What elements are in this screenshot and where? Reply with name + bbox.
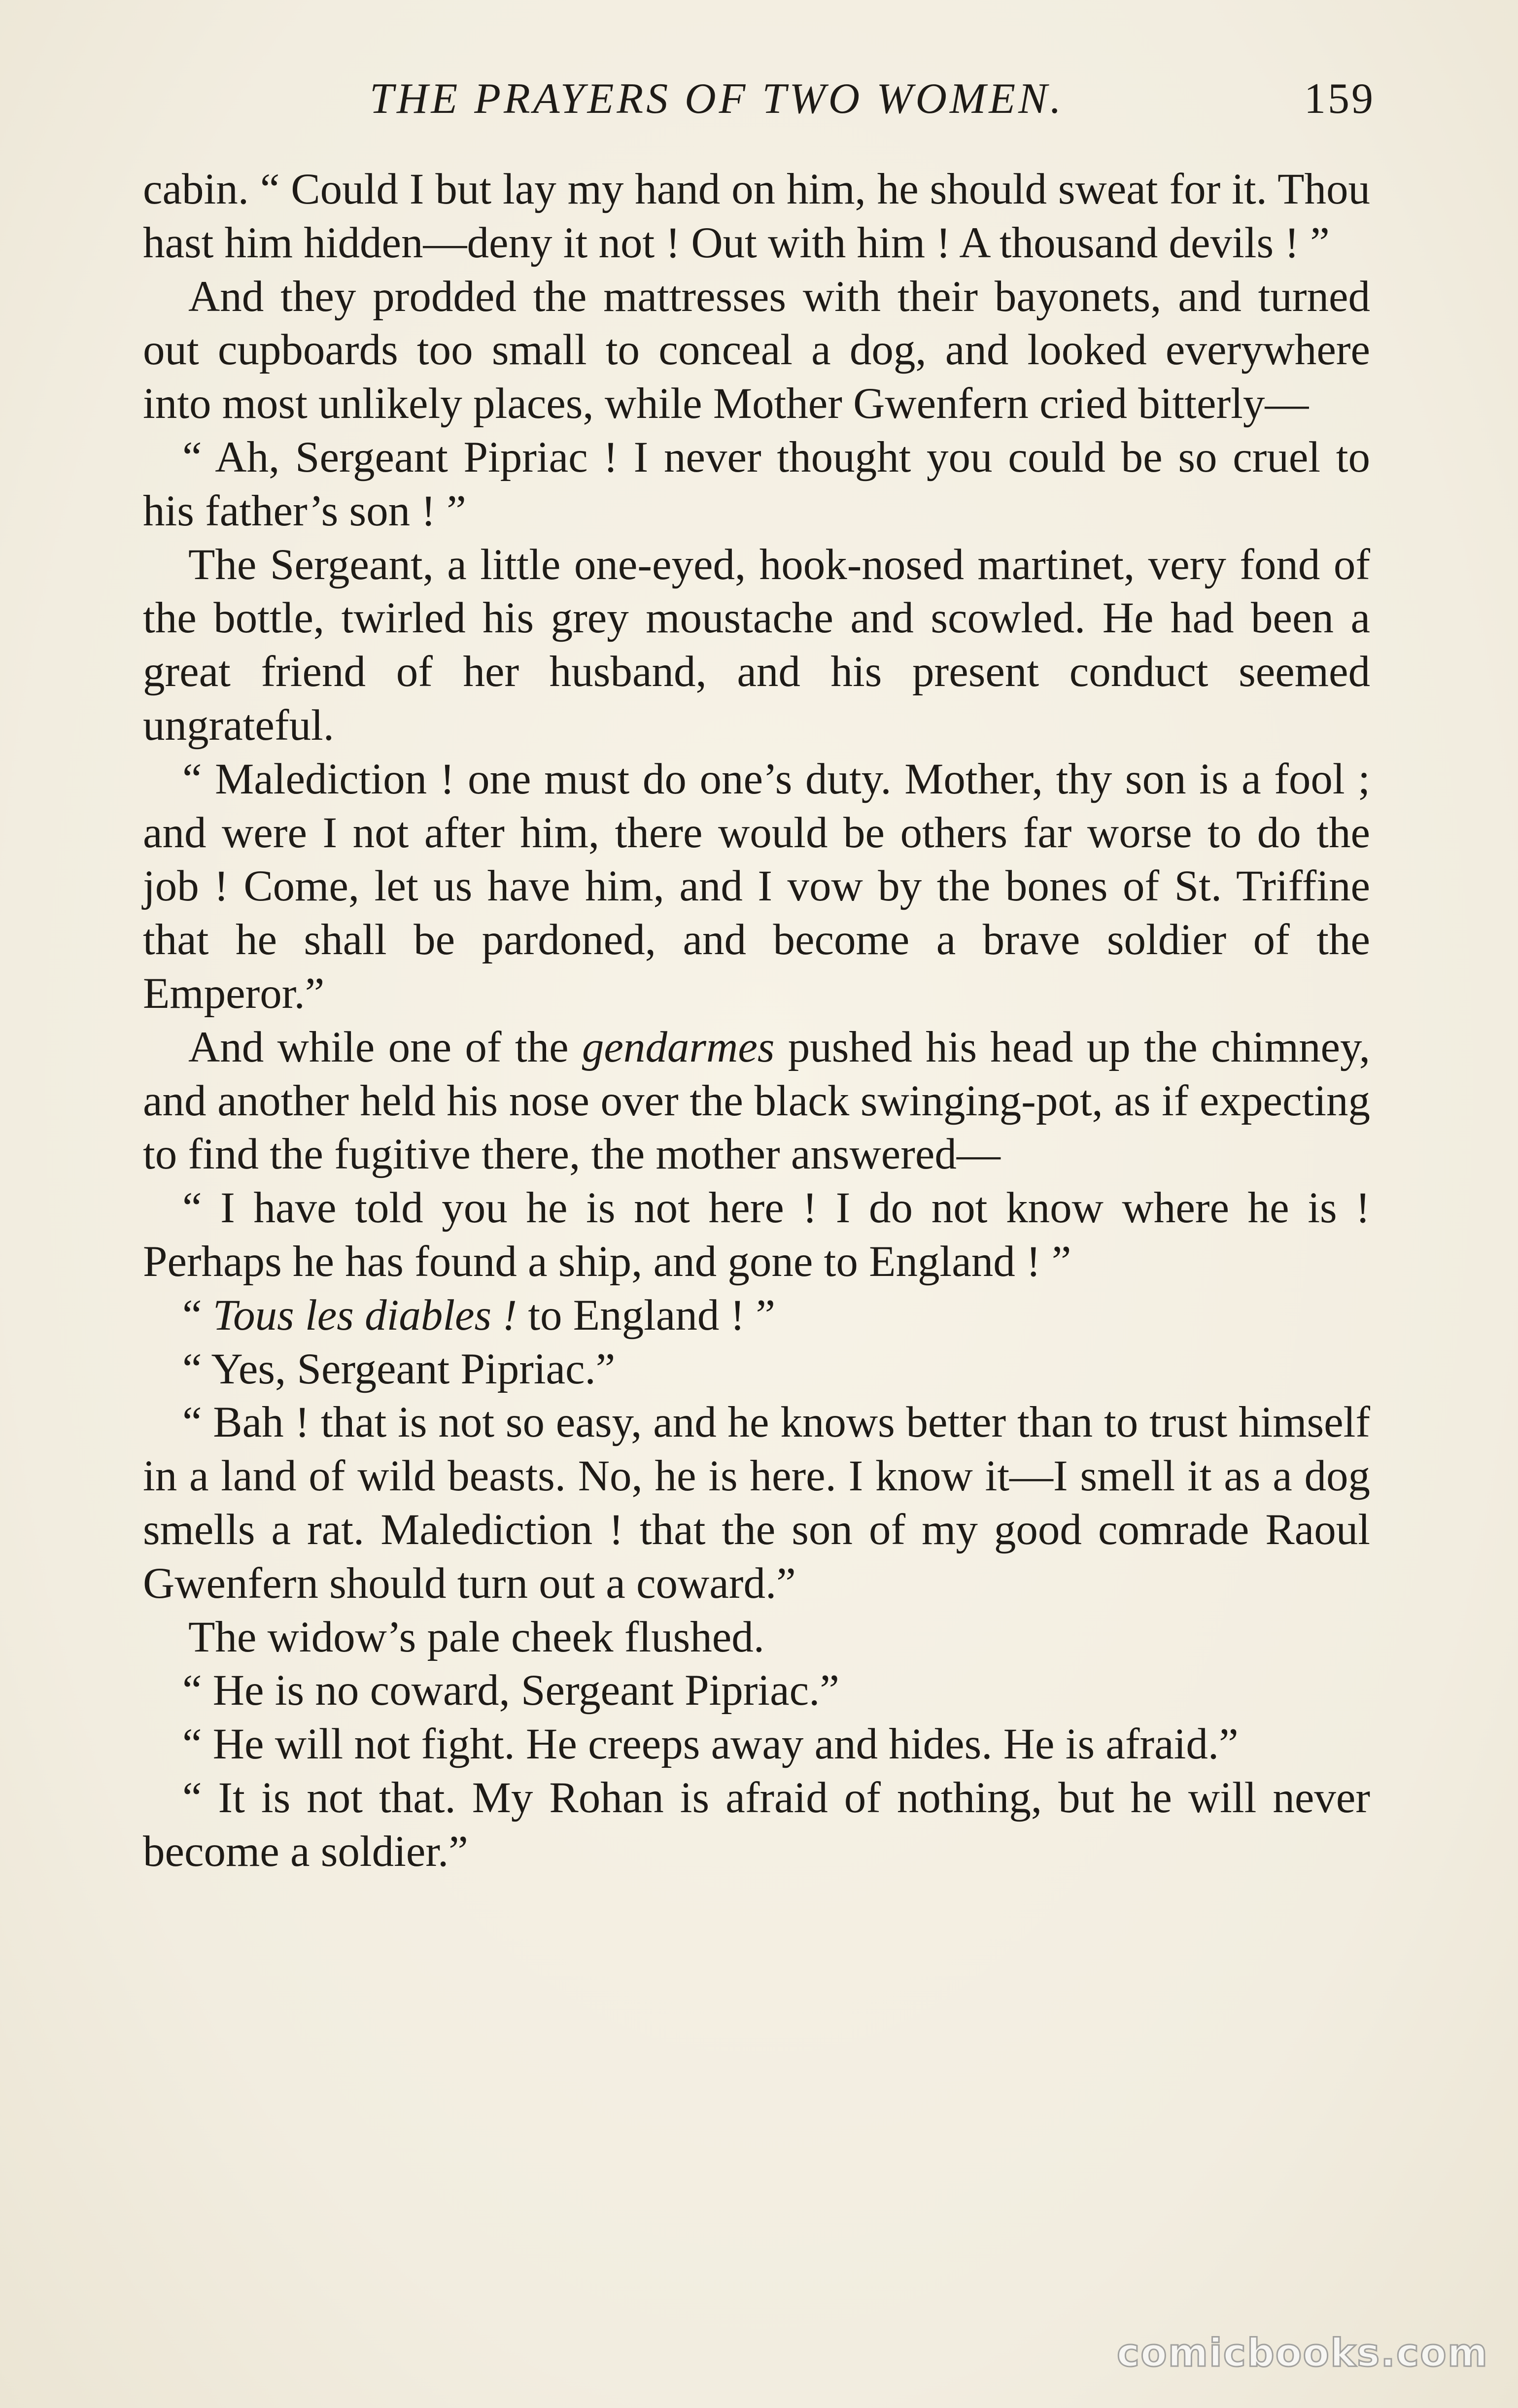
page-number: 159 — [1304, 75, 1375, 123]
paragraph-mother-plea: “ Ah, Sergeant Pipriac ! I never thought you could be so cruel to his father’s son ! ” — [143, 433, 1370, 535]
paragraph-no-coward: “ He is no coward, Sergeant Pipriac.” — [182, 1666, 839, 1715]
paragraph-tous-les-diables — [143, 1289, 1370, 1342]
paragraph-search: And they prodded the mattresses with their bayonets, and turned out cupboards too small to conceal a dog, and looked everywhere into most unlikely places, while Mother Gwenfern cried bitterly— — [143, 272, 1370, 428]
paragraph-never-soldier: “ It is not that. My Rohan is afraid of nothing, but he will never become a soldier.” — [143, 1773, 1370, 1876]
gendarmes-italic: gendarmes — [582, 1023, 775, 1071]
paragraph-england: “ I have told you he is not here ! I do not know where he is ! Perhaps he has found a ship, and gone to England ! ” — [143, 1184, 1370, 1286]
running-head — [143, 74, 1375, 133]
body-text — [143, 163, 1370, 1879]
diables-text-before: “ — [182, 1291, 213, 1340]
paragraph-widow-flushed: The widow’s pale cheek flushed. — [188, 1613, 764, 1661]
paragraph-bah: “ Bah ! that is not so easy, and he knows better than to trust himself in a land of wild beasts. No, he is here. I know it—I smell it as a dog smells a rat. Malediction ! that the son of my good comrade Raoul Gwenfern should turn out a coward.” — [143, 1398, 1370, 1608]
paragraph-yes-sergeant: “ Yes, Sergeant Pipriac.” — [182, 1344, 616, 1393]
paragraph-cabin: cabin. “ Could I but lay my hand on him, he should sweat for it. Thou hast him hidden—deny it not ! Out with him ! A thousand devils ! ” — [143, 165, 1370, 267]
watermark-logo: comicbooks.com — [1116, 2331, 1488, 2375]
diables-text-after: to England ! ” — [517, 1291, 776, 1340]
gendarmes-text-before: And while one of the — [188, 1023, 582, 1071]
paragraph-gendarmes — [143, 1021, 1370, 1181]
diables-italic: Tous les diables ! — [212, 1291, 518, 1340]
paragraph-sergeant-description: The Sergeant, a little one-eyed, hook-nosed martinet, very fond of the bottle, twirled his grey moustache and scowled. He had been a great friend of her husband, and his present conduct seemed ungrateful. — [143, 540, 1370, 750]
paragraph-will-not-fight: “ He will not fight. He creeps away and hides. He is afraid.” — [182, 1720, 1239, 1769]
gendarmes-text-after: pushed his head up the chimney, and another held his nose over the black swinging-pot, as if expecting to find the fugitive there, the mother answered— — [143, 1023, 1370, 1179]
running-title: THE PRAYERS OF TWO WOMEN. — [370, 75, 1064, 123]
paragraph-malediction: “ Malediction ! one must do one’s duty. Mother, thy son is a fool ; and were I not after him, there would be others far worse to do the job ! Come, let us have him, and I vow by the bones of St. Triffine that he shall be pardoned, and become a brave soldier of the Emperor.” — [143, 755, 1370, 1018]
